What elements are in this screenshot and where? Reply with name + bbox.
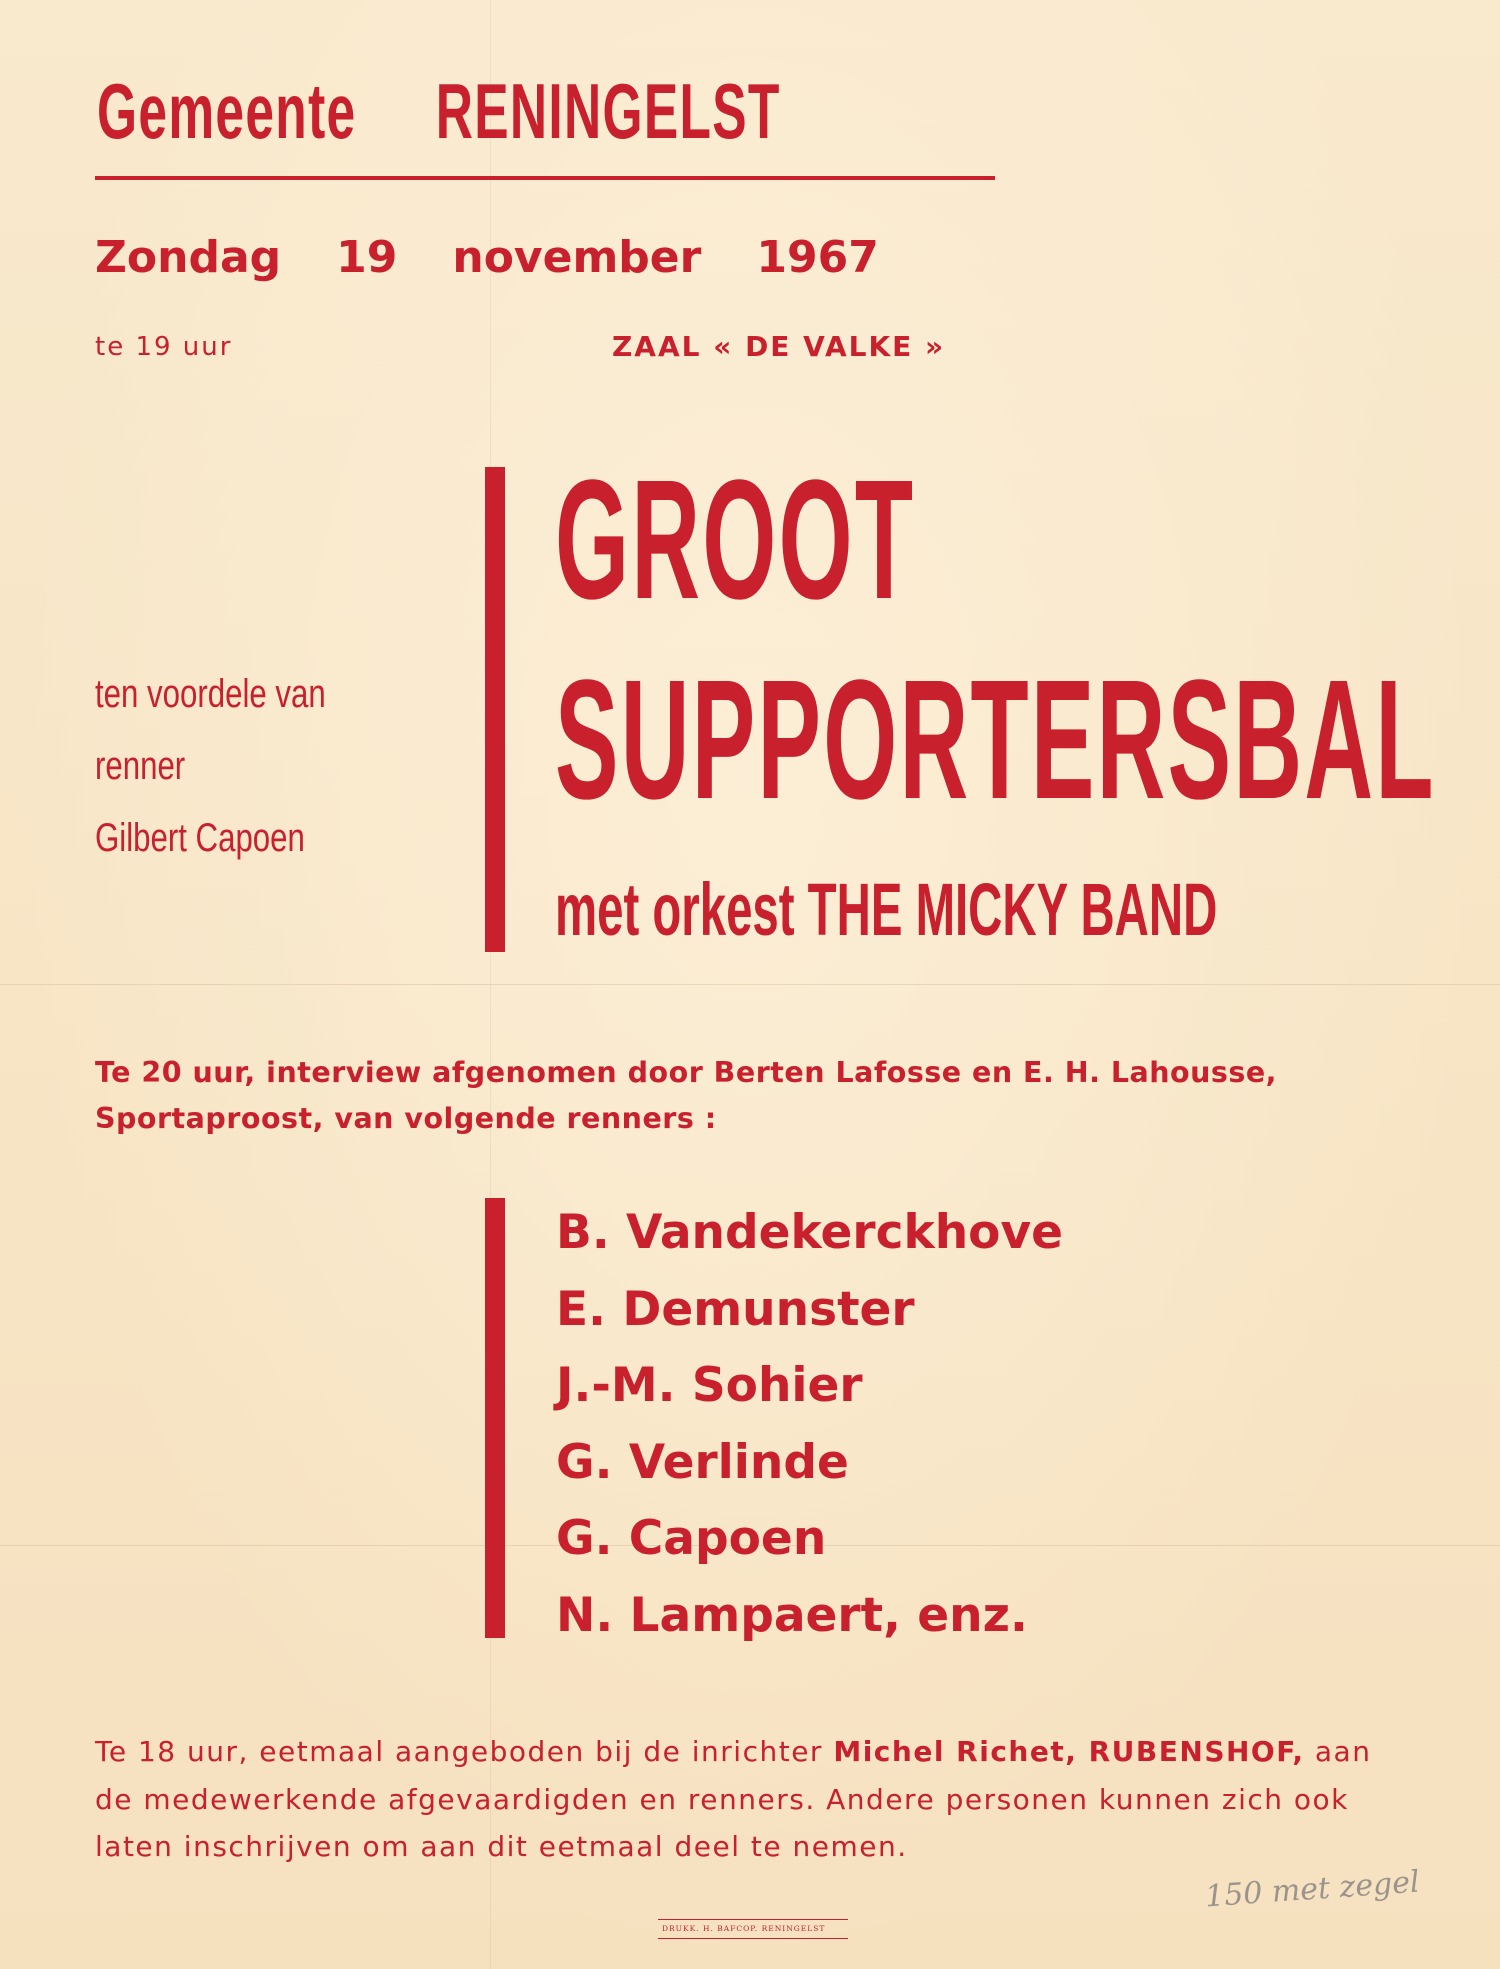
- printer-credit: DRUKK. H. BAFCOP. RENINGELST: [662, 1924, 826, 1933]
- handwritten-note: 150 met zegel: [1204, 1864, 1421, 1915]
- meal-text: [95, 1728, 1405, 1871]
- divider-bar: [485, 1198, 505, 1638]
- divider-bar: [485, 467, 505, 952]
- rider-item: J.-M. Sohier: [556, 1358, 863, 1413]
- date-day-name: Zondag: [95, 232, 282, 283]
- poster-title: [97, 66, 781, 157]
- paper-fold: [0, 984, 1500, 985]
- date-day: 19: [336, 232, 398, 283]
- rider-item: G. Verlinde: [556, 1434, 849, 1490]
- event-title-groot: GROOT: [555, 445, 916, 635]
- benefit-block: [95, 658, 391, 874]
- meal-text-part: Te 18 uur, eetmaal aangeboden bij de inrichter: [95, 1735, 834, 1768]
- printer-rule: [658, 1938, 848, 1939]
- benefit-line: ten voordele van: [95, 672, 326, 716]
- title-town: RENINGELST: [435, 67, 781, 155]
- benefit-rider-name: Gilbert Capoen: [95, 816, 305, 860]
- event-date: [95, 232, 879, 283]
- interview-line: Sportaproost, van volgende renners :: [95, 1102, 717, 1135]
- title-gemeente: Gemeente: [97, 67, 357, 155]
- date-month: november: [452, 232, 702, 283]
- event-orchestra: met orkest THE MICKY BAND: [555, 868, 1218, 951]
- rider-item: N. Lampaert, enz.: [556, 1587, 1028, 1643]
- interview-text: [95, 1050, 1277, 1142]
- event-title-supportersbal: SUPPORTERSBAL: [555, 645, 1436, 835]
- benefit-line: renner: [95, 744, 186, 788]
- event-time: te 19 uur: [95, 332, 233, 362]
- rider-list: [556, 1195, 1063, 1654]
- date-year: 1967: [756, 232, 879, 283]
- rider-item: G. Capoen: [556, 1511, 827, 1566]
- title-underline: [95, 176, 995, 180]
- meal-text-part: aan de medewerkende afgevaardigden en renners. Andere personen kunnen zich ook laten inschrijven om aan dit eetmaal deel te nemen.: [95, 1735, 1372, 1863]
- rider-item: B. Vandekerckhove: [556, 1205, 1063, 1260]
- rider-item: E. Demunster: [556, 1281, 915, 1337]
- meal-host: Michel Richet, RUBENSHOF,: [833, 1735, 1305, 1768]
- paper-fold: [490, 0, 491, 1969]
- interview-line: Te 20 uur, interview afgenomen door Berten Lafosse en E. H. Lahousse,: [95, 1056, 1278, 1089]
- printer-rule: [658, 1919, 848, 1920]
- event-venue: ZAAL « DE VALKE »: [612, 330, 946, 363]
